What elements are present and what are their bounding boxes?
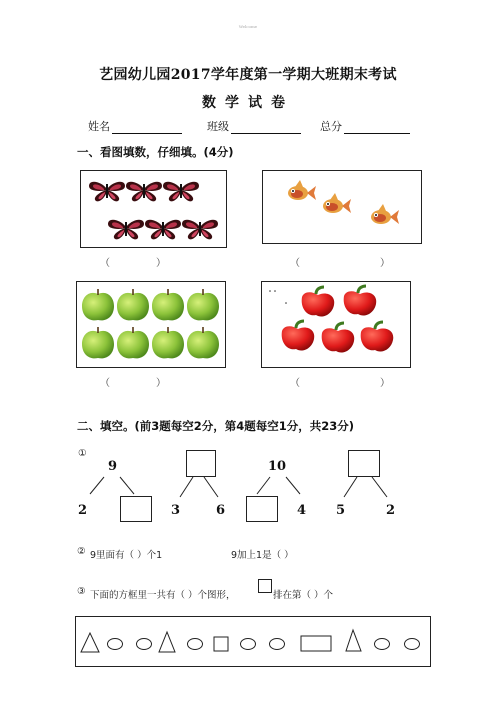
circle-icon xyxy=(188,639,203,650)
triangle-icon xyxy=(159,632,175,652)
paren-open: （ xyxy=(100,258,110,269)
page-subtitle: 数学试卷 xyxy=(202,95,294,111)
circle-icon xyxy=(270,639,285,650)
paren-close: ） xyxy=(156,378,166,389)
page-title: 艺园幼儿园2017学年度第一学期大班期末考试 xyxy=(99,67,397,83)
paren-open: （ xyxy=(100,378,110,389)
shapes-row xyxy=(76,617,430,666)
circle-icon xyxy=(375,639,390,650)
tree-d-top-blank[interactable] xyxy=(348,450,380,477)
tree-d-right: 2 xyxy=(386,503,396,518)
q1-marker: ① xyxy=(78,448,87,459)
circle-icon xyxy=(108,639,123,650)
square-icon xyxy=(214,637,228,651)
paren-close: ） xyxy=(380,378,390,389)
circle-icon xyxy=(405,639,420,650)
circle-icon xyxy=(241,639,256,650)
triangle-icon xyxy=(81,633,99,652)
tree-a-left: 2 xyxy=(78,503,88,518)
triangle-icon xyxy=(346,630,361,651)
section1-heading: 一、看图填数，仔细填。(4分) xyxy=(77,145,234,159)
q3-text-b: 排在第（ ）个 xyxy=(273,590,334,601)
class-label: 班级 xyxy=(207,120,229,133)
tree-c-top: 10 xyxy=(268,459,287,474)
tree-a-top: 9 xyxy=(108,459,118,474)
name-label: 姓名 xyxy=(88,120,110,133)
tree-b-top-blank[interactable] xyxy=(186,450,216,477)
circle-icon xyxy=(137,639,152,650)
tree-a-right-blank[interactable] xyxy=(120,496,152,522)
section2-heading: 二、填空。(前3题每空2分，第4题每空1分，共23分) xyxy=(77,419,355,433)
q2-marker: ② xyxy=(77,546,86,557)
paren-close: ） xyxy=(380,258,390,269)
shapes-box xyxy=(75,616,431,667)
tree-c-left-blank[interactable] xyxy=(246,496,278,522)
paren-open: （ xyxy=(290,258,300,269)
header-note: Welcome xyxy=(238,24,258,29)
q2-text-b: 9加上1是（ ） xyxy=(231,550,294,561)
tree-b-left: 3 xyxy=(171,503,181,518)
rectangle-icon xyxy=(301,636,331,651)
paren-close: ） xyxy=(156,258,166,269)
paren-open: （ xyxy=(290,378,300,389)
q3-text-a: 下面的方框里一共有（ ）个图形， xyxy=(90,590,236,601)
tree-b-right: 6 xyxy=(216,503,226,518)
square-icon xyxy=(258,579,272,593)
tree-c-right: 4 xyxy=(297,503,307,518)
tree-d-left: 5 xyxy=(336,503,346,518)
score-label: 总分 xyxy=(320,120,342,133)
q3-marker: ③ xyxy=(77,586,86,597)
q2-text-a: 9里面有（ ）个1 xyxy=(90,550,163,561)
